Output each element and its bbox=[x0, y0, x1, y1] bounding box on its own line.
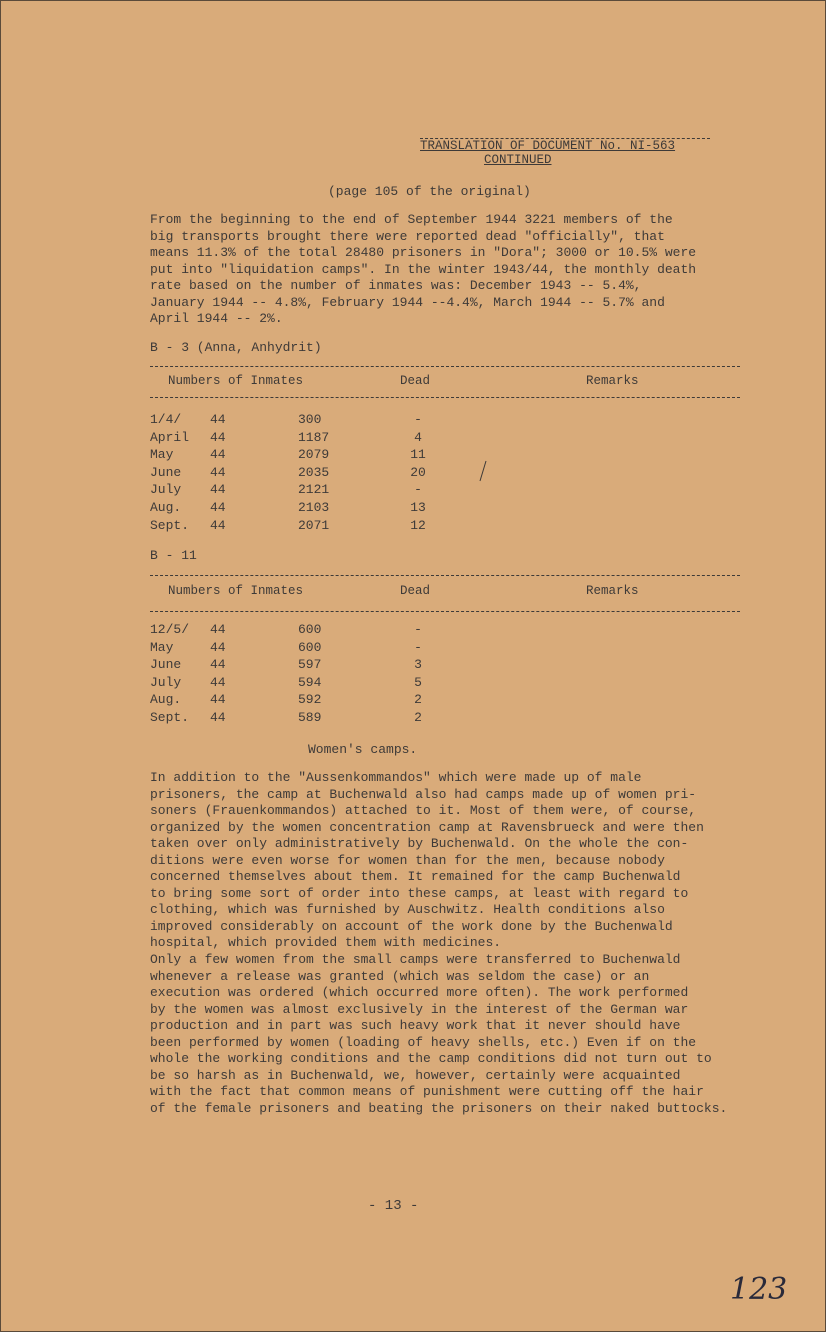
cell-month: June bbox=[150, 464, 182, 480]
cell-month: May bbox=[150, 639, 174, 655]
cell-inmates: 597 bbox=[298, 657, 322, 673]
table-row bbox=[150, 692, 650, 709]
cell-year: 44 bbox=[210, 674, 226, 690]
cell-inmates: 2103 bbox=[298, 500, 330, 515]
text-line: April 1944 -- 2%. bbox=[150, 311, 283, 326]
table1-col-remarks: Remarks bbox=[586, 374, 639, 388]
cell-inmates: 2121 bbox=[298, 482, 330, 498]
text-line: clothing, which was furnished by Auschwitz. Health conditions also bbox=[150, 902, 665, 917]
text-line: of the female prisoners and beating the prisoners on their naked buttocks. bbox=[150, 1100, 728, 1116]
table-row bbox=[150, 657, 650, 674]
cell-year: 44 bbox=[210, 464, 226, 480]
table-row bbox=[150, 412, 650, 429]
text-line: big transports brought there were reported dead "officially", that bbox=[150, 228, 665, 244]
cell-month: 1/4/ bbox=[150, 412, 182, 427]
cell-year: 44 bbox=[210, 447, 226, 463]
cell-dead: 5 bbox=[414, 674, 422, 690]
text-line: been performed by women (loading of heavy shells, etc.) Even if on the bbox=[150, 1034, 697, 1050]
cell-month: Sept. bbox=[150, 517, 190, 533]
text-line: to bring some sort of order into these camps, at least with regard to bbox=[150, 885, 689, 901]
cell-inmates: 2035 bbox=[298, 464, 330, 480]
text-line: rate based on the number of inmates was: December 1943 -- 5.4%, bbox=[150, 278, 642, 293]
text-line: concerned themselves about them. It remained for the camp Buchenwald bbox=[150, 869, 681, 884]
cell-inmates: 2071 bbox=[298, 517, 330, 533]
text-line: prisoners, the camp at Buchenwald also had camps made up of women pri- bbox=[150, 786, 697, 802]
text-line: hospital, which provided them with medicines. bbox=[150, 935, 502, 950]
cell-dead: - bbox=[414, 482, 422, 498]
cell-inmates: 589 bbox=[298, 710, 322, 725]
table1-col-inmates: Numbers of Inmates bbox=[168, 374, 304, 388]
table1-col-dead: Dead bbox=[400, 374, 431, 388]
cell-inmates: 600 bbox=[298, 622, 322, 637]
cell-dead: - bbox=[414, 622, 422, 637]
intro-paragraph bbox=[150, 212, 750, 328]
table-row bbox=[150, 447, 650, 464]
cell-year: 44 bbox=[210, 412, 226, 427]
cell-dead: 13 bbox=[410, 500, 426, 515]
cell-inmates: 600 bbox=[298, 639, 322, 655]
cell-dead: 11 bbox=[410, 447, 426, 463]
cell-inmates: 592 bbox=[298, 692, 322, 708]
cell-dead: - bbox=[414, 639, 422, 655]
text-line: production and in part was such heavy work that it never should have bbox=[150, 1018, 681, 1033]
document-subtitle: CONTINUED bbox=[484, 153, 552, 167]
text-line: by the women was almost exclusively in the interest of the German war bbox=[150, 1001, 689, 1017]
cell-inmates: 300 bbox=[298, 412, 322, 427]
handwritten-page-number: 123 bbox=[730, 1272, 788, 1307]
cell-year: 44 bbox=[210, 657, 226, 673]
cell-dead: 20 bbox=[410, 464, 426, 480]
cell-dead: 2 bbox=[414, 692, 422, 708]
text-line: January 1944 -- 4.8%, February 1944 --4.4%, March 1944 -- 5.7% and bbox=[150, 294, 665, 310]
cell-year: 44 bbox=[210, 639, 226, 655]
table-row bbox=[150, 640, 650, 657]
cell-inmates: 1187 bbox=[298, 429, 330, 445]
cell-year: 44 bbox=[210, 500, 226, 515]
cell-month: June bbox=[150, 657, 182, 673]
text-line: In addition to the "Aussenkommandos" which were made up of male bbox=[150, 770, 642, 785]
cell-year: 44 bbox=[210, 482, 226, 498]
table1-header-rule bbox=[150, 397, 740, 398]
text-line: soners (Frauenkommandos) attached to it. Most of them were, of course, bbox=[150, 803, 697, 818]
cell-inmates: 594 bbox=[298, 674, 322, 690]
table2-label: B - 11 bbox=[150, 548, 197, 563]
text-line: put into "liquidation camps". In the winter 1943/44, the monthly death bbox=[150, 261, 697, 277]
cell-year: 44 bbox=[210, 429, 226, 445]
text-line: whenever a release was granted (which was seldom the case) or an bbox=[150, 968, 650, 984]
table-row bbox=[150, 518, 650, 535]
document-title: TRANSLATION OF DOCUMENT No. NI-563 bbox=[420, 138, 710, 153]
table1-label: B - 3 (Anna, Anhydrit) bbox=[150, 340, 322, 355]
text-line: whole the working conditions and the camp conditions did not turn out to bbox=[150, 1051, 712, 1066]
cell-dead: 2 bbox=[414, 710, 422, 725]
table-row bbox=[150, 430, 650, 447]
text-line: Only a few women from the small camps were transferred to Buchenwald bbox=[150, 952, 681, 967]
cell-month: Aug. bbox=[150, 500, 182, 515]
table1-top-rule bbox=[150, 366, 740, 367]
table-row bbox=[150, 675, 650, 692]
cell-month: 12/5/ bbox=[150, 622, 190, 637]
text-line: improved considerably on account of the work done by the Buchenwald bbox=[150, 918, 673, 934]
table2-col-inmates: Numbers of Inmates bbox=[168, 584, 304, 598]
cell-month: Sept. bbox=[150, 710, 190, 725]
cell-month: July bbox=[150, 482, 182, 498]
text-line: ditions were even worse for women than for the men, because nobody bbox=[150, 852, 665, 868]
cell-dead: 12 bbox=[410, 517, 426, 533]
text-line: organized by the women concentration camp at Ravensbrueck and were then bbox=[150, 819, 704, 835]
text-line: be so harsh as in Buchenwald, we, however, certainly were acquainted bbox=[150, 1067, 681, 1083]
cell-dead: 3 bbox=[414, 657, 422, 673]
table2-col-remarks: Remarks bbox=[586, 584, 639, 598]
text-line: From the beginning to the end of September 1944 3221 members of the bbox=[150, 212, 673, 227]
cell-month: Aug. bbox=[150, 692, 182, 708]
table-row bbox=[150, 622, 650, 639]
cell-month: April bbox=[150, 429, 190, 445]
table-row bbox=[150, 500, 650, 517]
cell-year: 44 bbox=[210, 517, 226, 533]
table2-header-rule bbox=[150, 611, 740, 612]
cell-inmates: 2079 bbox=[298, 447, 330, 463]
section-heading-womens-camps: Women's camps. bbox=[308, 742, 418, 757]
page-reference: (page 105 of the original) bbox=[328, 184, 531, 199]
text-line: execution was ordered (which occurred more often). The work performed bbox=[150, 985, 689, 1000]
table-row bbox=[150, 710, 650, 727]
table2-top-rule bbox=[150, 575, 740, 576]
cell-month: May bbox=[150, 447, 174, 463]
cell-year: 44 bbox=[210, 622, 226, 637]
table2-col-dead: Dead bbox=[400, 584, 431, 598]
margin-pen-mark bbox=[478, 460, 488, 482]
cell-dead: 4 bbox=[414, 429, 422, 445]
table-row bbox=[150, 465, 650, 482]
womens-paragraph-1 bbox=[150, 770, 765, 952]
womens-paragraph-2 bbox=[150, 952, 765, 1117]
text-line: with the fact that common means of punishment were cutting off the hair bbox=[150, 1084, 704, 1099]
cell-dead: - bbox=[414, 412, 422, 427]
page-number: - 13 - bbox=[368, 1198, 419, 1214]
table-row bbox=[150, 482, 650, 499]
cell-year: 44 bbox=[210, 710, 226, 725]
text-line: means 11.3% of the total 28480 prisoners in "Dora"; 3000 or 10.5% were bbox=[150, 245, 697, 260]
cell-month: July bbox=[150, 674, 182, 690]
cell-year: 44 bbox=[210, 692, 226, 708]
text-line: taken over only administratively by Buchenwald. On the whole the con- bbox=[150, 836, 689, 851]
